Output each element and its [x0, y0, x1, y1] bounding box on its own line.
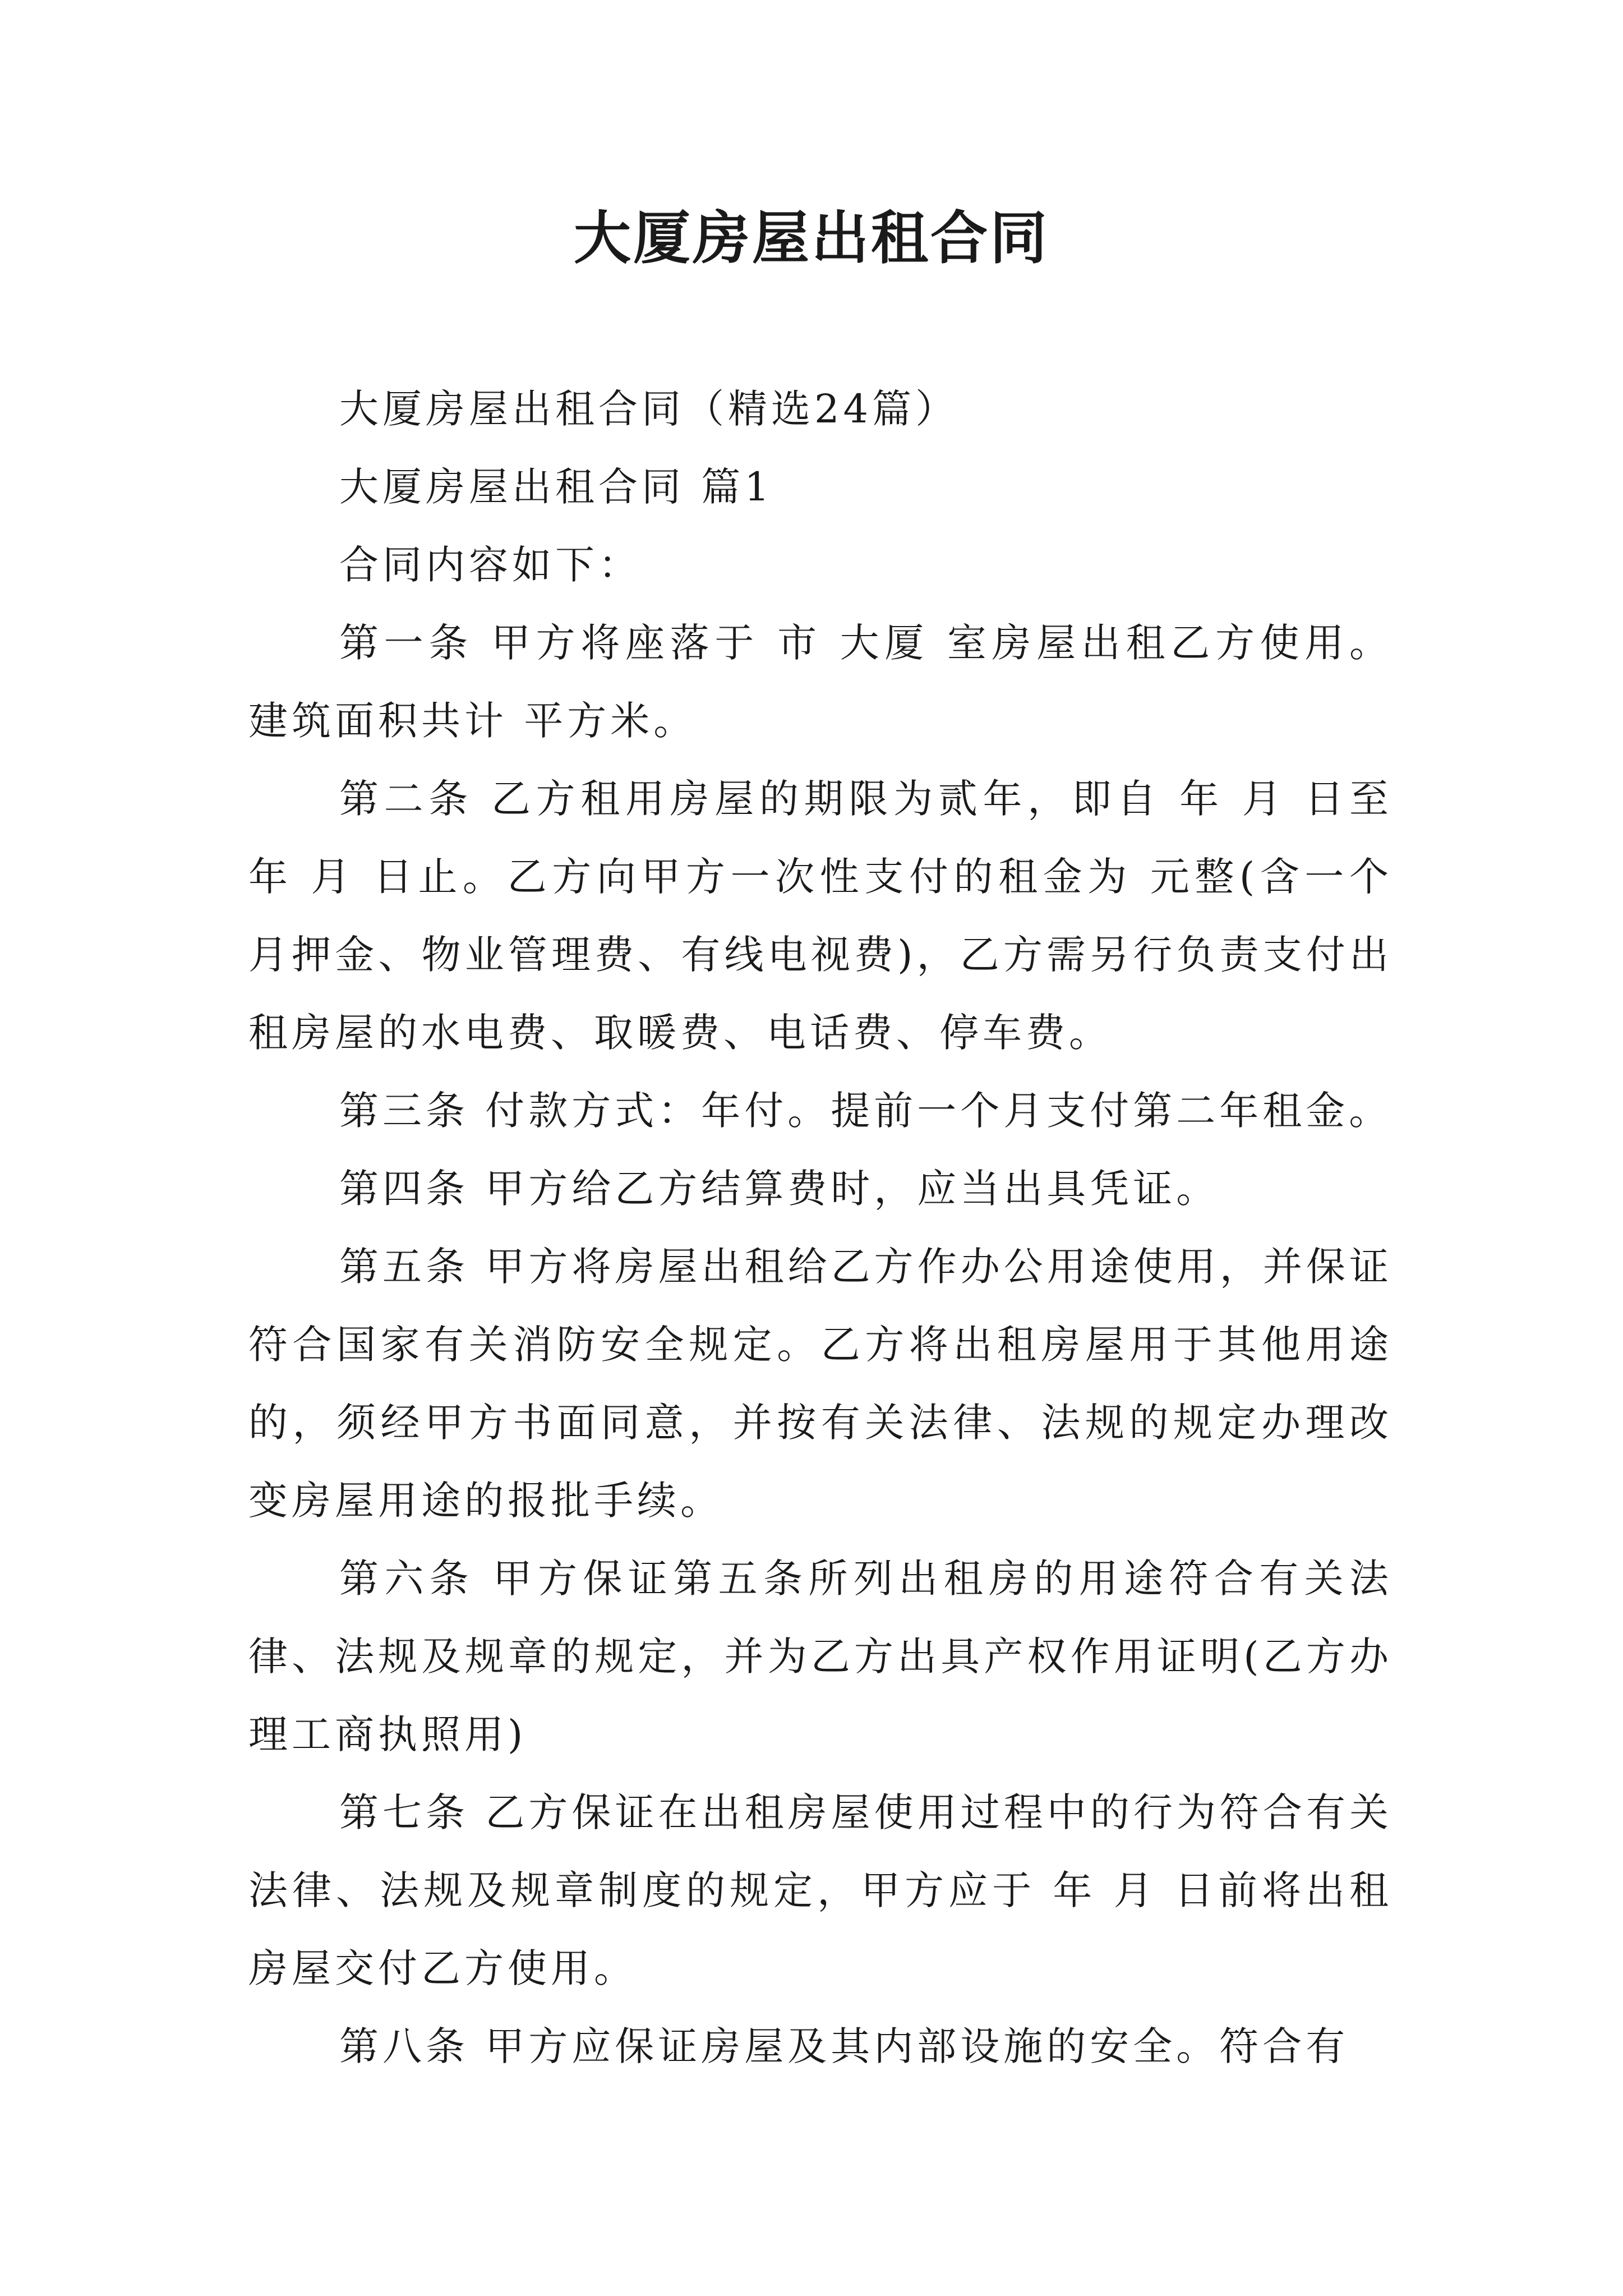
paragraph-article-3: 第三条 付款方式：年付。提前一个月支付第二年租金。	[339, 1088, 1393, 1134]
paragraph-article-1: 第一条 甲方将座落于 市 大厦 室房屋出租乙方使用。建筑面积共计 平方米。	[248, 620, 1393, 744]
paragraph-article-6: 第六条 甲方保证第五条所列出租房的用途符合有关法律、法规及规章的规定，并为乙方出具产权作用证明(乙方办理工商执照用)	[248, 1556, 1393, 1757]
paragraph-article-4: 第四条 甲方给乙方结算费时，应当出具凭证。	[339, 1166, 1220, 1212]
document-title: 大厦房屋出租合同	[574, 205, 1049, 272]
paragraph-article-8: 第八条 甲方应保证房屋及其内部设施的安全。符合有	[339, 2023, 1349, 2069]
paragraph-intro: 合同内容如下：	[339, 542, 642, 588]
document-body	[248, 370, 1393, 2086]
paragraph-section-heading: 大厦房屋出租合同 篇1	[339, 464, 773, 510]
paragraph-article-7: 第七条 乙方保证在出租房屋使用过程中的行为符合有关法律、法规及规章制度的规定，甲方应于 年 月 日前将出租房屋交付乙方使用。	[248, 1789, 1393, 1991]
paragraph-article-2: 第二条 乙方租用房屋的期限为贰年，即自 年 月 日至 年 月 日止。乙方向甲方一次性支付的租金为 元整(含一个月押金、物业管理费、有线电视费)，乙方需另行负责支付出租房屋的水电费、取暖费、电话费、停车费。	[248, 776, 1393, 1056]
paragraph-subtitle: 大厦房屋出租合同（精选24篇）	[339, 386, 959, 432]
paragraph-article-5: 第五条 甲方将房屋出租给乙方作办公用途使用，并保证符合国家有关消防安全规定。乙方将出租房屋用于其他用途的，须经甲方书面同意，并按有关法律、法规的规定办理改变房屋用途的报批手续。	[248, 1244, 1393, 1524]
